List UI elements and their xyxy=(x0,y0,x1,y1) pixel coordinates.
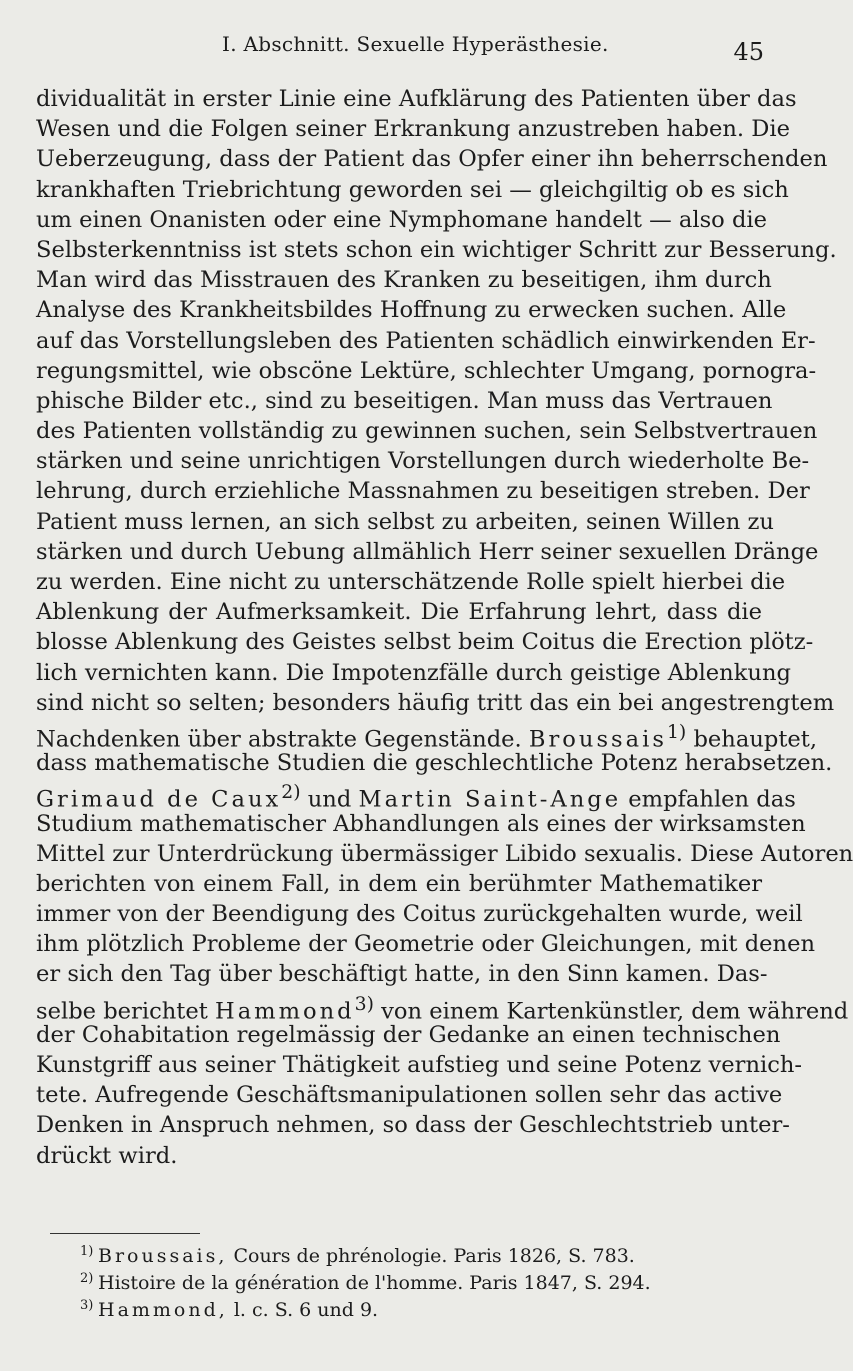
text-line: zu werden. Eine nicht zu unterschätzende Rolle spielt hierbei die xyxy=(36,569,786,595)
footnote-1 xyxy=(80,1243,738,1270)
author-name: Martin Saint-Ange xyxy=(358,786,622,813)
footnote-divider xyxy=(50,1233,200,1234)
text-fragment: Nachdenken über abstrakte Gegenstände. xyxy=(36,726,522,753)
text-line: berichten von einem Fall, in dem ein berühmter Mathematiker xyxy=(36,870,762,897)
text-line: Ueberzeugung, dass der Patient das Opfer einer ihn beherrschenden xyxy=(36,146,828,173)
text-line: auf das Vorstellungsleben des Patienten schädlich einwirkenden Er- xyxy=(36,327,816,354)
text-line: stärken und durch Uebung allmählich Herr seiner sexuellen Dränge xyxy=(36,538,819,565)
text-line: Patient muss lernen, an sich selbst zu arbeiten, seinen Willen zu xyxy=(36,508,774,535)
running-title: I. Abschnitt. Sexuelle Hyperästhesie. xyxy=(222,32,609,56)
footnote-ref: 1) xyxy=(666,721,687,743)
text-line: tete. Aufregende Geschäftsmanipulationen sollen sehr das active xyxy=(36,1082,783,1109)
text-fragment: empfahlen das xyxy=(628,786,796,813)
page-header xyxy=(0,30,800,66)
footnote-ref: 3) xyxy=(354,993,374,1015)
text-line: krankhaften Triebrichtung geworden sei — gleichgiltig ob es sich xyxy=(36,176,789,203)
text-line: Man wird das Misstrauen des Kranken zu beseitigen, ihm durch xyxy=(36,267,772,294)
text-line: Analyse des Krankheitsbildes Hoffnung zu erwecken suchen. Alle xyxy=(36,297,787,324)
text-line: blosse Ablenkung des Geistes selbst beim Coitus die Erection plötz- xyxy=(36,629,814,656)
footnote-text: Histoire de la génération de l'homme. Paris 1847, S. 294. xyxy=(98,1272,651,1294)
footnote-text: l. c. S. 6 und 9. xyxy=(233,1299,379,1321)
author-name: Hammond xyxy=(215,998,355,1025)
text-line: dass mathematische Studien die geschlechtliche Potenz herabsetzen. xyxy=(36,750,833,777)
footnote-ref: 2) xyxy=(281,782,301,804)
text-line xyxy=(36,990,849,1025)
text-line: Studium mathematischer Abhandlungen als eines der wirksamsten xyxy=(36,810,806,837)
text-line: lich vernichten kann. Die Impotenzfälle durch geistige Ablenkung xyxy=(36,659,791,686)
text-fragment: und xyxy=(307,786,352,813)
text-line: des Patienten vollständig zu gewinnen suchen, sein Selbstvertrauen xyxy=(36,418,818,445)
text-line xyxy=(36,778,796,813)
text-line: Wesen und die Folgen seiner Erkrankung anzustreben haben. Die xyxy=(36,116,790,143)
author-name: Broussais xyxy=(528,726,667,753)
footnote-mark: 1) xyxy=(80,1244,94,1259)
footnotes xyxy=(80,1243,738,1324)
text-line: drückt wird. xyxy=(36,1142,178,1169)
footnote-author: Broussais, xyxy=(98,1245,228,1267)
footnote-mark: 2) xyxy=(80,1271,94,1286)
text-fragment: behauptet, xyxy=(693,726,818,753)
text-line: immer von der Beendigung des Coitus zurückgehalten wurde, weil xyxy=(36,901,803,928)
text-fragment: selbe berichtet xyxy=(36,998,208,1025)
footnote-3 xyxy=(80,1297,738,1324)
text-line: Selbsterkenntniss ist stets schon ein wichtiger Schritt zur Besserung. xyxy=(36,236,837,263)
text-line: um einen Onanisten oder eine Nymphomane handelt — also die xyxy=(36,206,768,233)
text-line xyxy=(36,718,818,753)
text-line: Denken in Anspruch nehmen, so dass der Geschlechtstrieb unter- xyxy=(36,1112,790,1139)
text-line: sind nicht so selten; besonders häufig tritt das ein bei angestrengtem xyxy=(36,689,835,716)
text-line: dividualität in erster Linie eine Aufklärung des Patienten über das xyxy=(36,86,797,112)
body-text xyxy=(36,84,853,1171)
text-line: Kunstgriff aus seiner Thätigkeit aufstieg und seine Potenz vernich- xyxy=(36,1052,803,1078)
text-fragment: von einem Kartenkünstler, dem während xyxy=(381,998,849,1025)
text-line: ihm plötzlich Probleme der Geometrie oder Gleichungen, mit denen xyxy=(36,931,815,958)
author-name: Grimaud de Caux xyxy=(36,786,282,813)
text-line: regungsmittel, wie obscöne Lektüre, schlechter Umgang, pornogra- xyxy=(36,357,817,384)
footnote-mark: 3) xyxy=(80,1298,94,1313)
text-line: er sich den Tag über beschäftigt hatte, in den Sinn kamen. Das- xyxy=(36,961,768,988)
footnote-text: Cours de phrénologie. Paris 1826, S. 783. xyxy=(233,1245,635,1267)
page-number: 45 xyxy=(733,38,764,66)
text-line: lehrung, durch erziehliche Massnahmen zu beseitigen streben. Der xyxy=(36,478,810,505)
text-line: Mittel zur Unterdrückung übermässiger Libido sexualis. Diese Autoren xyxy=(36,840,853,867)
text-line: der Cohabitation regelmässig der Gedanke an einen technischen xyxy=(36,1021,781,1048)
footnote-2 xyxy=(80,1270,738,1297)
text-line: Ablenkung der Aufmerksamkeit. Die Erfahrung lehrt, dass die xyxy=(36,599,762,626)
text-line: phische Bilder etc., sind zu beseitigen. Man muss das Vertrauen xyxy=(36,387,773,414)
text-line: stärken und seine unrichtigen Vorstellungen durch wiederholte Be- xyxy=(36,448,810,475)
footnote-author: Hammond, xyxy=(98,1299,228,1321)
